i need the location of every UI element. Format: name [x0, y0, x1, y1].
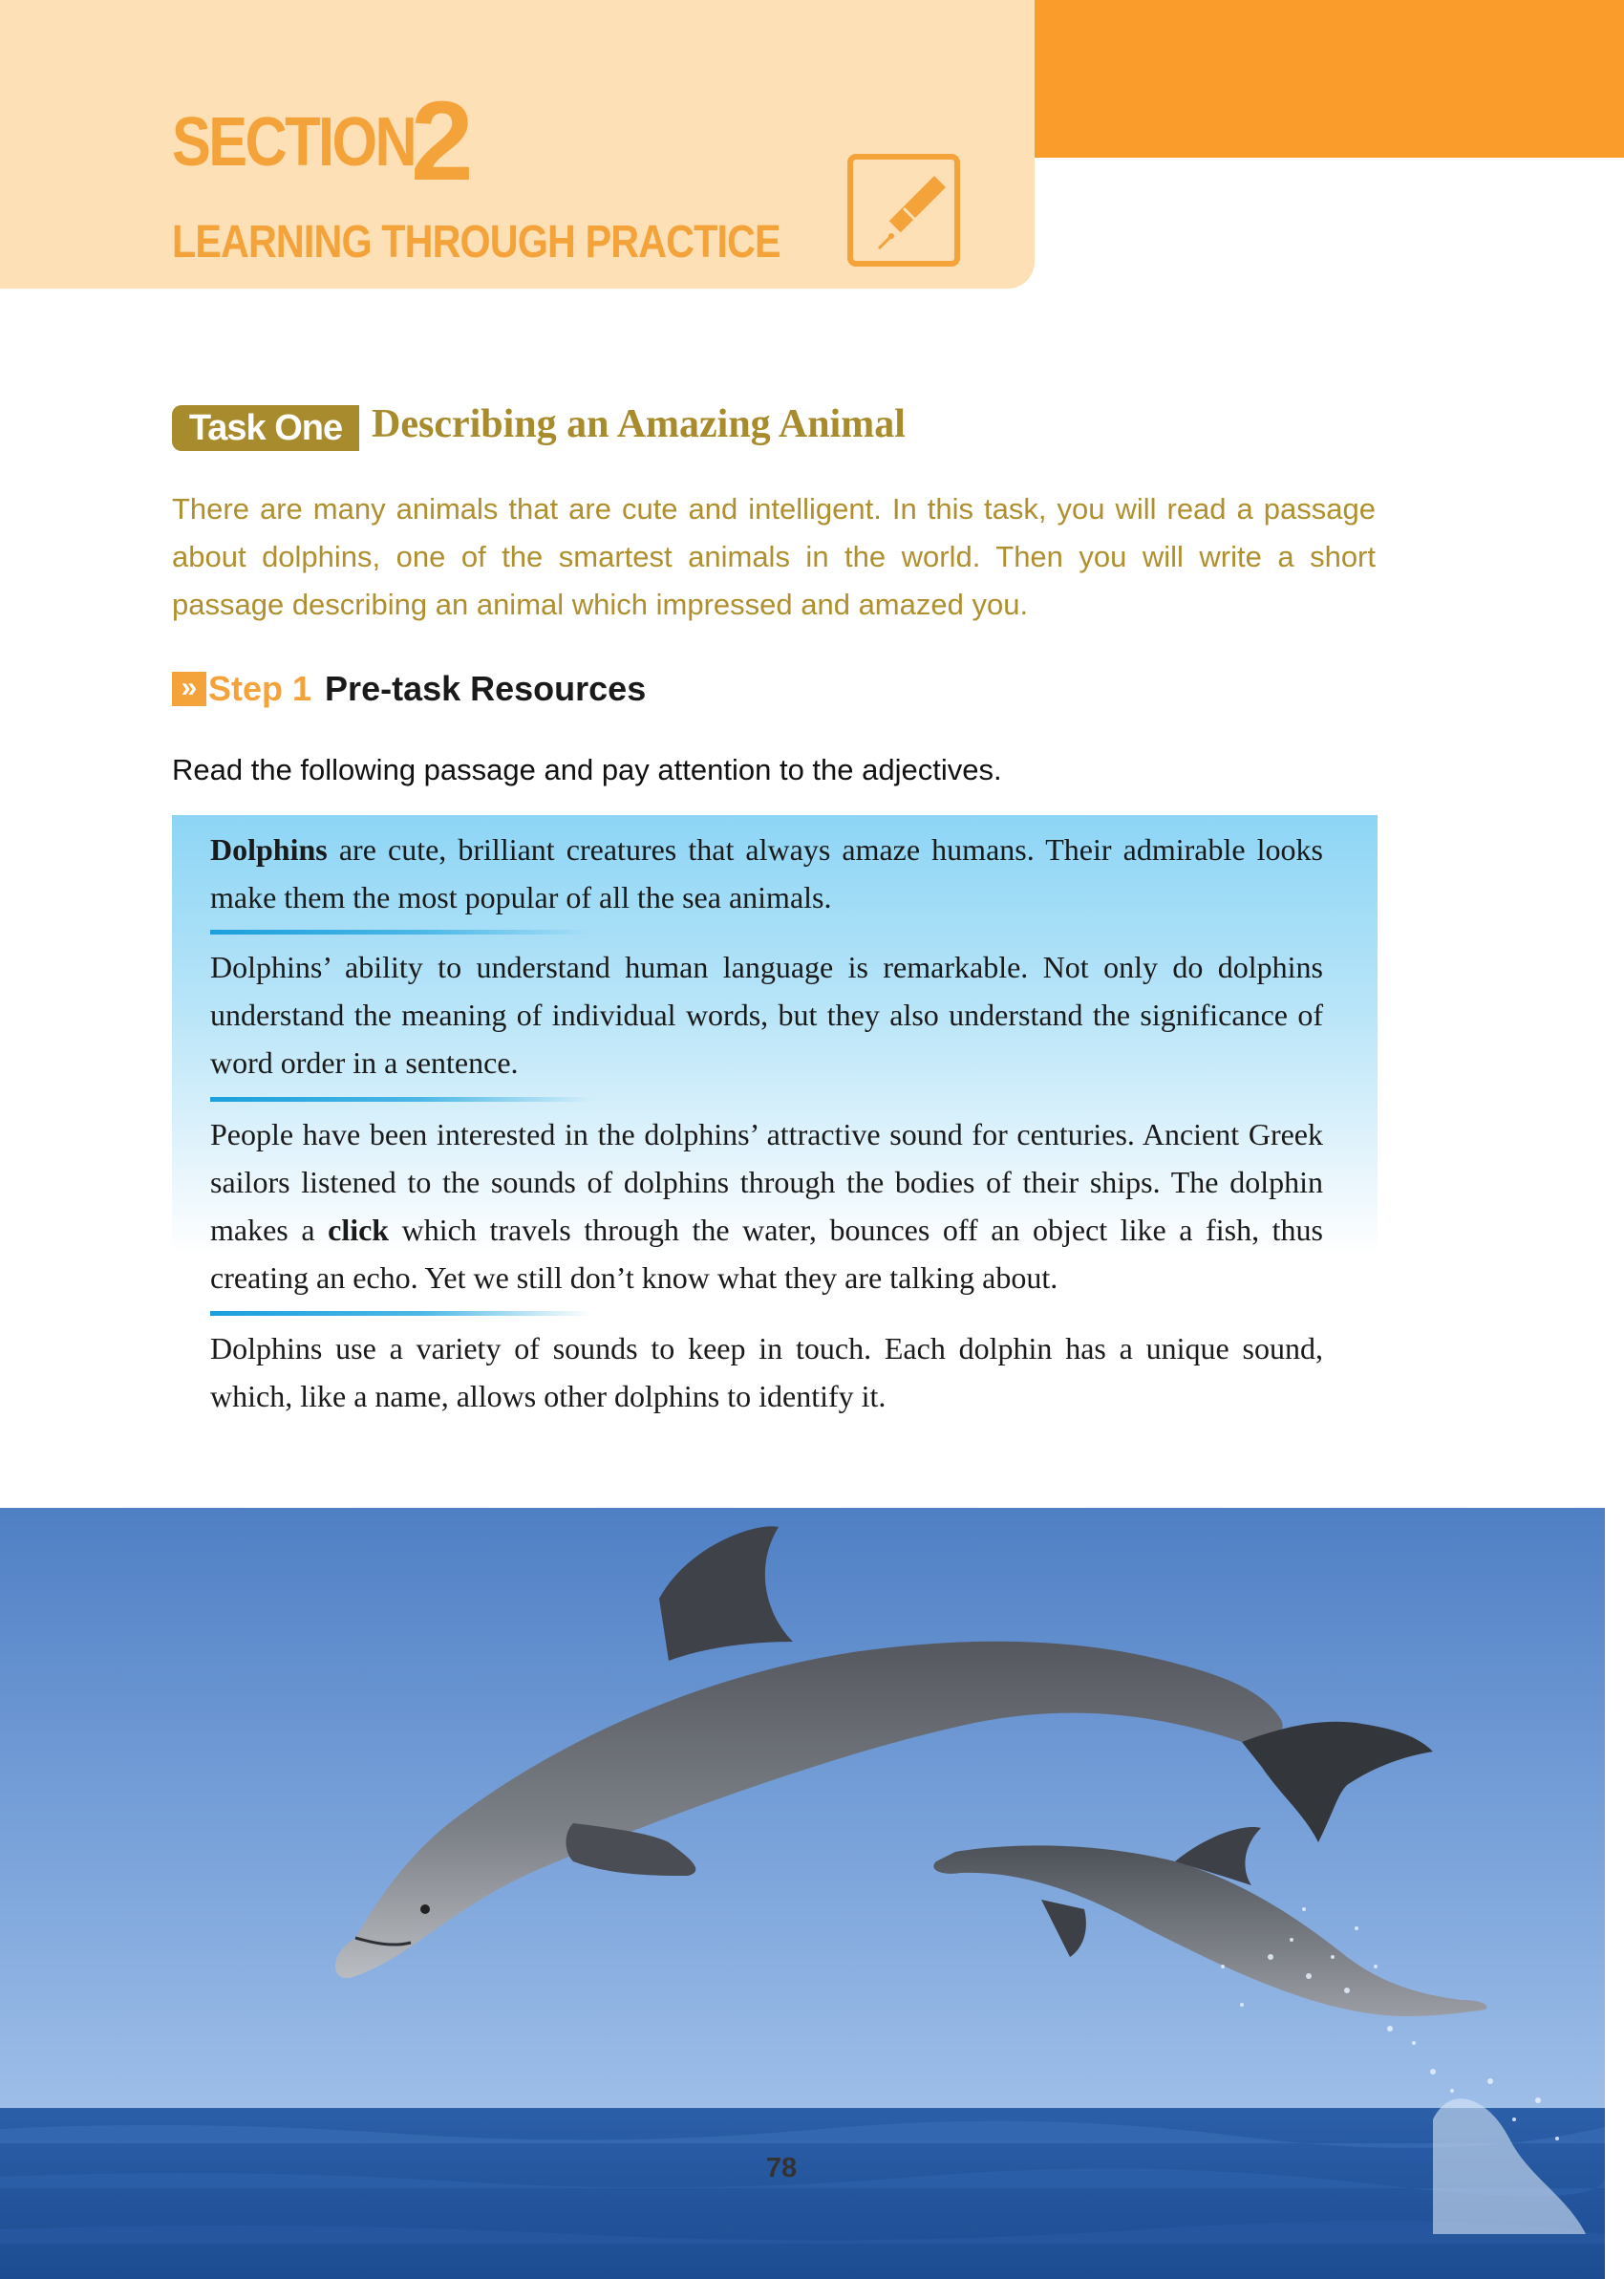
paragraph-divider	[210, 930, 592, 935]
step-heading	[172, 669, 646, 709]
task-title: Describing an Amazing Animal	[372, 402, 906, 446]
double-chevron-right-icon: »	[172, 672, 206, 706]
paragraph-text: which travels through the water, bounces off an object like a fish, thus creating an echo. Yet we still don’t know what they are talking about.	[210, 1213, 1324, 1295]
passage-paragraph-1	[210, 826, 1323, 921]
header-accent-block	[1035, 0, 1624, 158]
step-label: Step 1	[208, 669, 312, 708]
keyword-dolphins: Dolphins	[210, 832, 328, 867]
paragraph-divider	[210, 1311, 592, 1316]
section-word: SECTION	[172, 104, 416, 181]
task-intro: There are many animals that are cute and intelligent. In this task, you will read a passage about dolphins, one of the smartest animals in the world. Then you will write a short passage describing an animal which impressed and amazed you.	[172, 492, 1376, 621]
paragraph-divider	[210, 1097, 592, 1102]
two-dolphins-jumping-photo	[0, 1508, 1605, 2279]
pen-writing-icon	[846, 153, 961, 268]
passage-paragraph-3	[210, 1110, 1323, 1301]
paragraph-text: are cute, brilliant creatures that always amaze humans. Their admirable looks make them the most popular of all the sea animals.	[210, 832, 1323, 914]
section-number: 2	[411, 78, 474, 204]
keyword-click: click	[328, 1213, 390, 1247]
section-heading	[172, 78, 474, 204]
page-number: 78	[765, 2153, 798, 2183]
paragraph-text: People have been interested in the dolphins’ attractive sound for centuries. Ancient Greek sailors listened to the sounds of dolphins through the bodies of their ships. The dolphin makes a	[210, 1117, 1323, 1247]
reading-instruction: Read the following passage and pay attention to the adjectives.	[172, 753, 1002, 786]
step-title: Pre-task Resources	[325, 669, 647, 708]
passage-paragraph-4: Dolphins use a variety of sounds to keep in touch. Each dolphin has a unique sound, which, like a name, allows other dolphins to identify it.	[210, 1331, 1323, 1413]
section-subtitle: LEARNING THROUGH PRACTICE	[172, 217, 780, 268]
passage-paragraph-2: Dolphins’ ability to understand human language is remarkable. Not only do dolphins understand the meaning of individual words, but they also understand the significance of word order in a sentence.	[210, 950, 1323, 1080]
task-badge: Task One	[172, 405, 359, 451]
